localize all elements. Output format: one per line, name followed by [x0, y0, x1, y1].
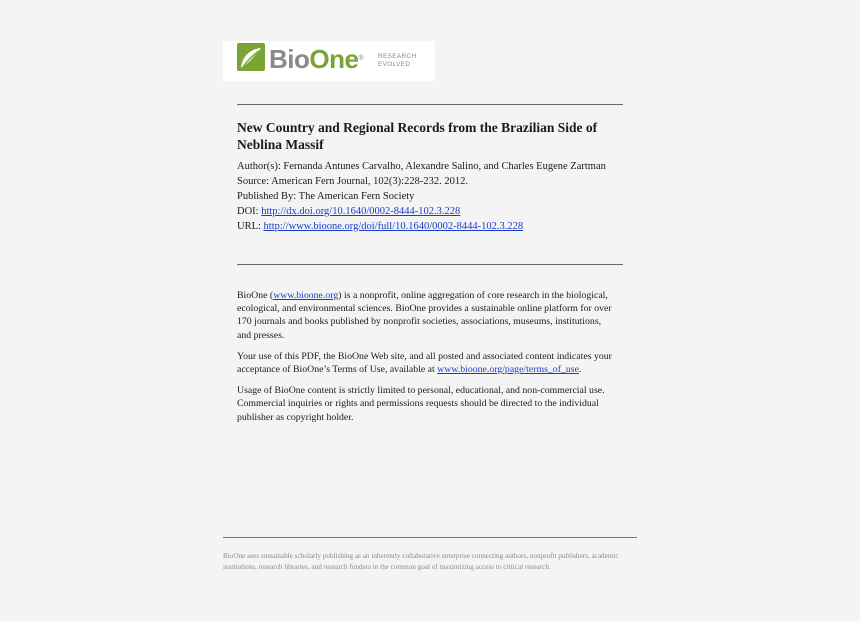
article-url: URL: http://www.bioone.org/doi/full/10.1640/0002-8444-102.3.228 [237, 221, 524, 232]
paragraph-usage: Usage of BioOne content is strictly limited to personal, educational, and non-commercial use. Commercial inquiries or rights and permissions requests should be directed to the individual publisher as copyright holder. [237, 385, 605, 423]
paragraph-terms: Your use of this PDF, the BioOne Web site, and all posted and associated content indicates your acceptance of BioOne’s Terms of Use, available at www.bioone.org/page/terms_of_use. [237, 350, 612, 376]
bioone-leaf-icon [237, 43, 265, 71]
article-doi: DOI: http://dx.doi.org/10.1640/0002-8444-102.3.228 [237, 206, 461, 217]
paragraph-about: BioOne (www.bioone.org) is a nonprofit, online aggregation of core research in the biological, ecological, and environmental sciences. BioOne provides a sustainable online platform for over 170 journals and books published by nonprofit societies, associations, museums, institutions, and presses. [237, 290, 612, 341]
divider-top [237, 104, 623, 105]
terms-of-use-link[interactable]: www.bioone.org/page/terms_of_use [437, 364, 579, 376]
divider-footer [223, 537, 637, 538]
doi-link[interactable]: http://dx.doi.org/10.1640/0002-8444-102.3.228 [261, 206, 461, 217]
footer-text: BioOne sees sustainable scholarly publishing as an inherently collaborative enterprise connecting authors, nonprofit publishers, academic institutions, research libraries, and research funders in the common goal of maximizing access to critical research. [223, 552, 619, 571]
divider-middle [237, 264, 623, 265]
url-link[interactable]: http://www.bioone.org/doi/full/10.1640/0002-8444-102.3.228 [263, 221, 524, 232]
article-source: Source: American Fern Journal, 102(3):228-232. 2012. [237, 176, 468, 187]
article-authors: Author(s): Fernanda Antunes Carvalho, Alexandre Salino, and Charles Eugene Zartman [237, 161, 606, 172]
logo-tagline: RESEARCH EVOLVED [378, 53, 417, 68]
article-metadata [237, 159, 629, 234]
body-text [237, 289, 613, 432]
article-publisher: Published By: The American Fern Society [237, 191, 415, 202]
bioone-home-link[interactable]: www.bioone.org [273, 290, 339, 301]
bioone-logo [223, 41, 435, 81]
article-title: New Country and Regional Records from the Brazilian Side of Neblina Massif [237, 120, 598, 152]
bioone-wordmark: BioOne® [269, 44, 364, 74]
